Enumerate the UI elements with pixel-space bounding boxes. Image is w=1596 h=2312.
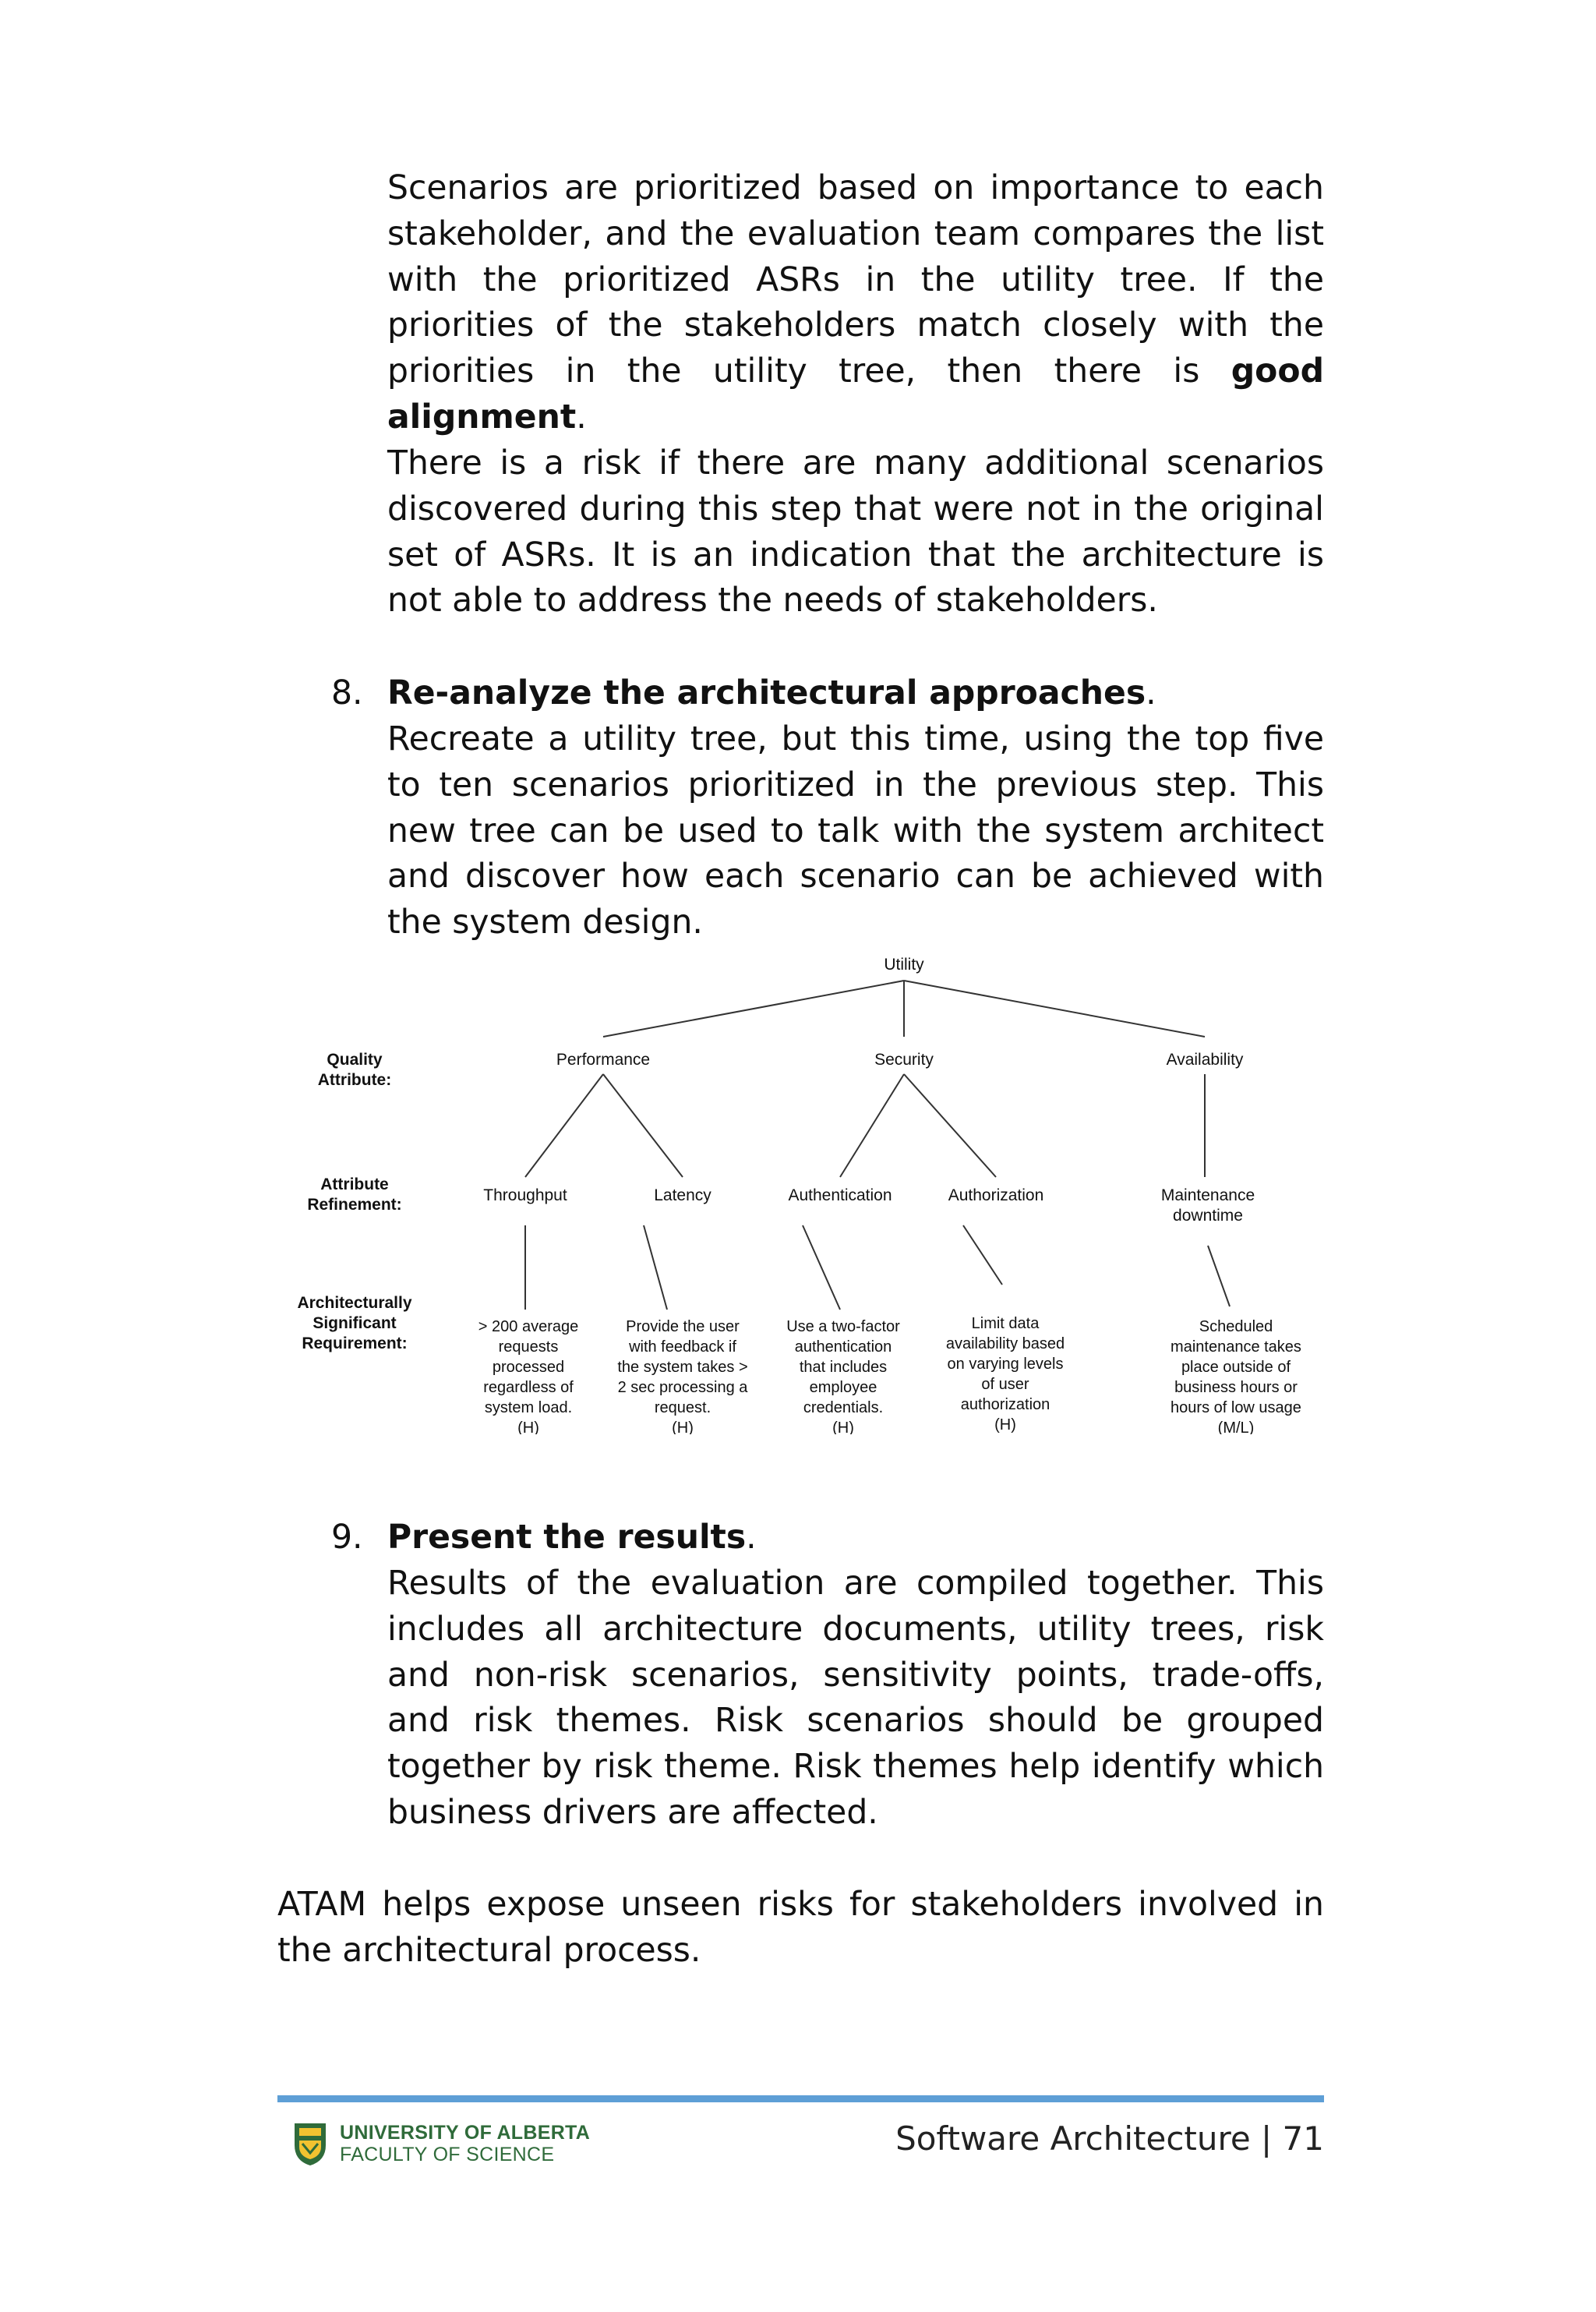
tree-connectors: [525, 981, 1230, 1310]
row-labels: [297, 1051, 411, 1352]
req-latency-line: 2 sec processing a: [617, 1379, 748, 1396]
node-utility: Utility: [884, 956, 924, 974]
node-authentication: Authentication: [788, 1186, 892, 1204]
step-9-title: Present the results: [387, 1518, 747, 1557]
footer-page-label: Software Architecture | 71: [895, 2119, 1324, 2158]
node-throughput: Throughput: [483, 1186, 567, 1204]
node-latency: Latency: [654, 1186, 711, 1204]
alignment-paragraph: [387, 166, 1324, 441]
req-authentication-line: authentication: [794, 1338, 892, 1356]
risk-paragraph: There is a risk if there are many additional scenarios discovered during this step that were not in the original set of ASRs. It is an indication that the architecture is not able to address the needs of stakeholders.: [387, 444, 1324, 620]
utility-tree-svg: [281, 935, 1340, 1434]
req-authentication-priority: (H): [832, 1419, 854, 1434]
node-maintenance-2: downtime: [1173, 1207, 1243, 1225]
node-availability: Availability: [1166, 1051, 1244, 1069]
req-authentication-line: Use a two-factor: [786, 1318, 900, 1335]
alignment-text: Scenarios are prioritized based on importance to each stakeholder, and the evaluation team compares the list with the prioritized ASRs in the utility tree. If the priorities of the stakeholders match closely with the priorities in the utility tree, then there is: [387, 169, 1324, 391]
edge-security-authorization: [904, 1074, 996, 1177]
req-authorization-line: authorization: [960, 1396, 1050, 1413]
edge-maintenance-req: [1208, 1246, 1230, 1306]
row-label-asr-3: Requirement:: [302, 1335, 408, 1352]
req-throughput-line: > 200 average: [478, 1318, 579, 1335]
step-9-heading: [387, 1515, 1324, 1561]
req-throughput-priority: (H): [517, 1419, 539, 1434]
alignment-end: .: [576, 398, 587, 437]
req-maintenance-priority: (M/L): [1217, 1419, 1255, 1434]
req-throughput-line: system load.: [484, 1399, 573, 1416]
faculty-name: FACULTY OF SCIENCE: [340, 2144, 555, 2165]
step-8-title-end: .: [1146, 674, 1156, 712]
row-label-refinement-1: Attribute: [320, 1175, 389, 1193]
req-authorization-line: Limit data: [971, 1315, 1040, 1332]
edge-security-authentication: [840, 1074, 904, 1177]
step-9-number: 9.: [331, 1518, 363, 1557]
footer-divider: [277, 2095, 1324, 2102]
req-throughput-line: regardless of: [483, 1379, 574, 1396]
req-maintenance-line: hours of low usage: [1171, 1399, 1301, 1416]
req-authorization-priority: (H): [994, 1416, 1016, 1434]
closing-paragraph: ATAM helps expose unseen risks for stakeholders involved in the architectural process.: [277, 1886, 1324, 1970]
step-9-body: Results of the evaluation are compiled together. This includes all architecture documents, utility trees, risk and non-risk scenarios, sensitivity points, trade-offs, and risk themes. Risk scenarios should be grouped together by risk theme. Risk themes help identify which business drivers are affected.: [387, 1564, 1324, 1832]
req-authorization-line: on varying levels: [947, 1356, 1064, 1373]
edge-utility-availability: [904, 981, 1205, 1037]
row-label-quality-1: Quality: [327, 1051, 383, 1069]
req-latency-priority: (H): [672, 1419, 694, 1434]
req-maintenance-line: place outside of: [1181, 1359, 1291, 1376]
row-label-refinement-2: Refinement:: [307, 1196, 402, 1214]
utility-tree-diagram: [281, 935, 1340, 1434]
node-performance: Performance: [556, 1051, 651, 1069]
good-alignment-term: good alignment: [387, 352, 1324, 437]
req-maintenance-line: Scheduled: [1199, 1318, 1273, 1335]
node-maintenance-1: Maintenance: [1160, 1186, 1255, 1204]
requirements: [478, 1315, 1301, 1434]
req-throughput-line: requests: [498, 1338, 559, 1356]
edge-latency-req: [644, 1225, 667, 1310]
req-latency-line: with feedback if: [629, 1338, 736, 1356]
edge-utility-performance: [603, 981, 904, 1037]
req-latency-line: the system takes >: [617, 1359, 748, 1376]
req-maintenance-line: business hours or: [1174, 1379, 1298, 1396]
req-throughput-line: processed: [492, 1359, 565, 1376]
node-authorization: Authorization: [948, 1186, 1044, 1204]
req-maintenance-line: maintenance takes: [1171, 1338, 1301, 1356]
tree-nodes: [483, 956, 1255, 1225]
university-crest-icon: [293, 2122, 327, 2167]
step-8-heading: [387, 671, 1324, 717]
row-label-asr-1: Architecturally: [297, 1294, 412, 1312]
req-authentication-line: employee: [809, 1379, 877, 1396]
req-authorization-line: availability based: [945, 1335, 1065, 1352]
step-8-body: Recreate a utility tree, but this time, using the top five to ten scenarios prioritized in the previous step. This new tree can be used to talk with the system architect and discover how each scenario can be achieved with the system design.: [387, 720, 1324, 942]
req-authorization-line: of user: [981, 1376, 1029, 1393]
edge-authentication-req: [803, 1225, 840, 1310]
req-authentication-line: that includes: [799, 1359, 888, 1376]
step-9-title-end: .: [746, 1518, 757, 1557]
university-name: UNIVERSITY OF ALBERTA: [340, 2122, 591, 2144]
step-8-title: Re-analyze the architectural approaches: [387, 674, 1146, 712]
row-label-asr-2: Significant: [312, 1314, 397, 1332]
step-8-number: 8.: [331, 674, 363, 712]
edge-performance-throughput: [525, 1074, 603, 1177]
edge-authorization-req: [963, 1225, 1002, 1285]
req-latency-line: request.: [654, 1399, 711, 1416]
req-latency-line: Provide the user: [626, 1318, 740, 1335]
req-authentication-line: credentials.: [803, 1399, 884, 1416]
edge-performance-latency: [603, 1074, 683, 1177]
node-security: Security: [874, 1051, 934, 1069]
row-label-quality-2: Attribute:: [317, 1071, 392, 1089]
